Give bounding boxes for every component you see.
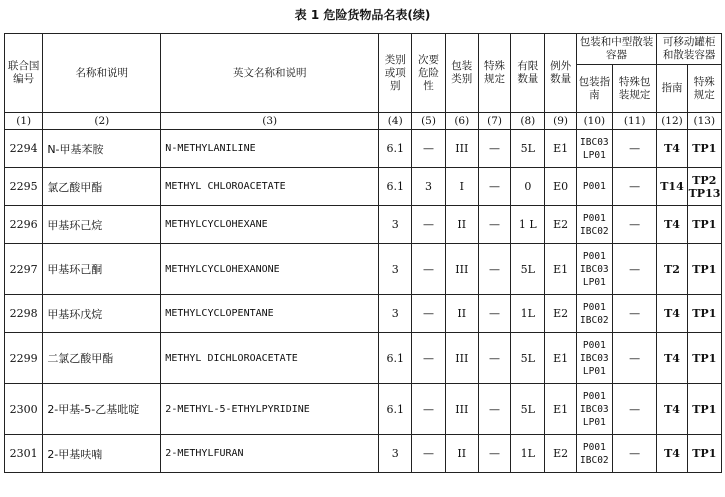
tank-instruction-cell: T14 xyxy=(657,168,687,206)
limited-quantity-cell: 0 xyxy=(511,168,545,206)
dangerous-goods-table xyxy=(4,33,722,473)
name-cn-cell: 二氯乙酸甲酯 xyxy=(43,333,161,384)
index-cell: (8) xyxy=(511,113,545,130)
un-number-cell: 2297 xyxy=(5,244,43,295)
header-limited-quantity: 有限数量 xyxy=(511,34,545,113)
special-packing-cell: — xyxy=(613,206,657,244)
excepted-quantity-cell: E1 xyxy=(545,244,576,295)
header-tank-special: 特殊规定 xyxy=(687,65,721,113)
class-cell: 3 xyxy=(379,435,412,473)
packing-group-cell: II xyxy=(445,435,478,473)
header-subsidiary-risk: 次要危险性 xyxy=(412,34,445,113)
index-cell: (4) xyxy=(379,113,412,130)
packing-group-cell: III xyxy=(445,130,478,168)
packing-instruction-cell: P001 IBC03 LP01 xyxy=(576,244,612,295)
subsidiary-risk-cell: — xyxy=(412,130,445,168)
packing-instruction-cell: P001 IBC02 xyxy=(576,295,612,333)
header-packaging-ibc: 包装和中型散装容器 xyxy=(576,34,657,65)
packing-group-cell: II xyxy=(445,206,478,244)
excepted-quantity-cell: E2 xyxy=(545,295,576,333)
table-row xyxy=(5,384,722,435)
subsidiary-risk-cell: — xyxy=(412,435,445,473)
packing-instruction-cell: IBC03 LP01 xyxy=(576,130,612,168)
packing-group-cell: II xyxy=(445,295,478,333)
name-cn-cell: 氯乙酸甲酯 xyxy=(43,168,161,206)
excepted-quantity-cell: E2 xyxy=(545,206,576,244)
special-packing-cell: — xyxy=(613,130,657,168)
class-cell: 3 xyxy=(379,295,412,333)
index-cell: (6) xyxy=(445,113,478,130)
limited-quantity-cell: 1L xyxy=(511,295,545,333)
header-class: 类别或项别 xyxy=(379,34,412,113)
excepted-quantity-cell: E1 xyxy=(545,384,576,435)
special-packing-cell: — xyxy=(613,435,657,473)
header-packing-group: 包装类别 xyxy=(445,34,478,113)
header-name-cn: 名称和说明 xyxy=(43,34,161,113)
name-cn-cell: 2-甲基呋喃 xyxy=(43,435,161,473)
column-index-row xyxy=(5,113,722,130)
subsidiary-risk-cell: — xyxy=(412,384,445,435)
header-excepted-quantity: 例外数量 xyxy=(545,34,576,113)
special-provisions-cell: — xyxy=(478,384,510,435)
header-portable-tanks: 可移动罐柜和散装容器 xyxy=(657,34,722,65)
name-cn-cell: 2-甲基-5-乙基吡啶 xyxy=(43,384,161,435)
index-cell: (1) xyxy=(5,113,43,130)
table-row xyxy=(5,435,722,473)
packing-group-cell: III xyxy=(445,333,478,384)
index-cell: (11) xyxy=(613,113,657,130)
un-number-cell: 2296 xyxy=(5,206,43,244)
table-row xyxy=(5,206,722,244)
table-row xyxy=(5,333,722,384)
limited-quantity-cell: 1L xyxy=(511,435,545,473)
packing-instruction-cell: P001 IBC02 xyxy=(576,206,612,244)
excepted-quantity-cell: E1 xyxy=(545,130,576,168)
tank-special-cell: TP1 xyxy=(687,435,721,473)
name-cn-cell: N-甲基苯胺 xyxy=(43,130,161,168)
tank-special-cell: TP2 TP13 xyxy=(687,168,721,206)
name-cn-cell: 甲基环己酮 xyxy=(43,244,161,295)
tank-instruction-cell: T4 xyxy=(657,295,687,333)
index-cell: (10) xyxy=(576,113,612,130)
index-cell: (7) xyxy=(478,113,510,130)
class-cell: 6.1 xyxy=(379,333,412,384)
index-cell: (2) xyxy=(43,113,161,130)
un-number-cell: 2301 xyxy=(5,435,43,473)
tank-special-cell: TP1 xyxy=(687,130,721,168)
index-cell: (12) xyxy=(657,113,687,130)
packing-instruction-cell: P001 IBC02 xyxy=(576,435,612,473)
special-provisions-cell: — xyxy=(478,206,510,244)
excepted-quantity-cell: E0 xyxy=(545,168,576,206)
tank-instruction-cell: T4 xyxy=(657,206,687,244)
subsidiary-risk-cell: 3 xyxy=(412,168,445,206)
tank-special-cell: TP1 xyxy=(687,333,721,384)
special-provisions-cell: — xyxy=(478,130,510,168)
name-en-cell: 2-METHYL-5-ETHYLPYRIDINE xyxy=(161,384,379,435)
limited-quantity-cell: 5L xyxy=(511,333,545,384)
limited-quantity-cell: 1 L xyxy=(511,206,545,244)
tank-instruction-cell: T4 xyxy=(657,435,687,473)
tank-instruction-cell: T4 xyxy=(657,384,687,435)
class-cell: 3 xyxy=(379,206,412,244)
index-cell: (5) xyxy=(412,113,445,130)
un-number-cell: 2298 xyxy=(5,295,43,333)
limited-quantity-cell: 5L xyxy=(511,130,545,168)
un-number-cell: 2299 xyxy=(5,333,43,384)
header-special-provisions: 特殊规定 xyxy=(478,34,510,113)
tank-special-cell: TP1 xyxy=(687,206,721,244)
name-en-cell: METHYLCYCLOHEXANONE xyxy=(161,244,379,295)
table-row xyxy=(5,295,722,333)
header-special-packing: 特殊包装规定 xyxy=(613,65,657,113)
special-packing-cell: — xyxy=(613,244,657,295)
tank-special-cell: TP1 xyxy=(687,244,721,295)
class-cell: 3 xyxy=(379,244,412,295)
excepted-quantity-cell: E2 xyxy=(545,435,576,473)
table-row xyxy=(5,244,722,295)
name-en-cell: METHYLCYCLOPENTANE xyxy=(161,295,379,333)
header-tank-instruction: 指南 xyxy=(657,65,687,113)
excepted-quantity-cell: E1 xyxy=(545,333,576,384)
packing-group-cell: III xyxy=(445,244,478,295)
subsidiary-risk-cell: — xyxy=(412,206,445,244)
name-en-cell: 2-METHYLFURAN xyxy=(161,435,379,473)
packing-group-cell: I xyxy=(445,168,478,206)
packing-group-cell: III xyxy=(445,384,478,435)
un-number-cell: 2295 xyxy=(5,168,43,206)
header-un-number: 联合国编号 xyxy=(5,34,43,113)
table-title: 表 1 危险货物品名表(续) xyxy=(294,8,431,22)
table-row xyxy=(5,130,722,168)
special-provisions-cell: — xyxy=(478,435,510,473)
tank-instruction-cell: T4 xyxy=(657,333,687,384)
name-en-cell: METHYL CHLOROACETATE xyxy=(161,168,379,206)
subsidiary-risk-cell: — xyxy=(412,295,445,333)
index-cell: (13) xyxy=(687,113,721,130)
tank-special-cell: TP1 xyxy=(687,384,721,435)
limited-quantity-cell: 5L xyxy=(511,384,545,435)
name-en-cell: METHYL DICHLOROACETATE xyxy=(161,333,379,384)
table-row xyxy=(5,168,722,206)
special-provisions-cell: — xyxy=(478,295,510,333)
packing-instruction-cell: P001 IBC03 LP01 xyxy=(576,384,612,435)
subsidiary-risk-cell: — xyxy=(412,244,445,295)
tank-special-cell: TP1 xyxy=(687,295,721,333)
un-number-cell: 2294 xyxy=(5,130,43,168)
subsidiary-risk-cell: — xyxy=(412,333,445,384)
name-en-cell: N-METHYLANILINE xyxy=(161,130,379,168)
index-cell: (9) xyxy=(545,113,576,130)
class-cell: 6.1 xyxy=(379,384,412,435)
packing-instruction-cell: P001 IBC03 LP01 xyxy=(576,333,612,384)
tank-instruction-cell: T4 xyxy=(657,130,687,168)
index-cell: (3) xyxy=(161,113,379,130)
special-packing-cell: — xyxy=(613,295,657,333)
name-en-cell: METHYLCYCLOHEXANE xyxy=(161,206,379,244)
packing-instruction-cell: P001 xyxy=(576,168,612,206)
name-cn-cell: 甲基环己烷 xyxy=(43,206,161,244)
tank-instruction-cell: T2 xyxy=(657,244,687,295)
un-number-cell: 2300 xyxy=(5,384,43,435)
special-provisions-cell: — xyxy=(478,333,510,384)
header-name-en: 英文名称和说明 xyxy=(161,34,379,113)
header-packing-instruction: 包装指南 xyxy=(576,65,612,113)
limited-quantity-cell: 5L xyxy=(511,244,545,295)
special-packing-cell: — xyxy=(613,384,657,435)
name-cn-cell: 甲基环戊烷 xyxy=(43,295,161,333)
class-cell: 6.1 xyxy=(379,168,412,206)
special-packing-cell: — xyxy=(613,333,657,384)
special-provisions-cell: — xyxy=(478,244,510,295)
special-packing-cell: — xyxy=(613,168,657,206)
special-provisions-cell: — xyxy=(478,168,510,206)
class-cell: 6.1 xyxy=(379,130,412,168)
